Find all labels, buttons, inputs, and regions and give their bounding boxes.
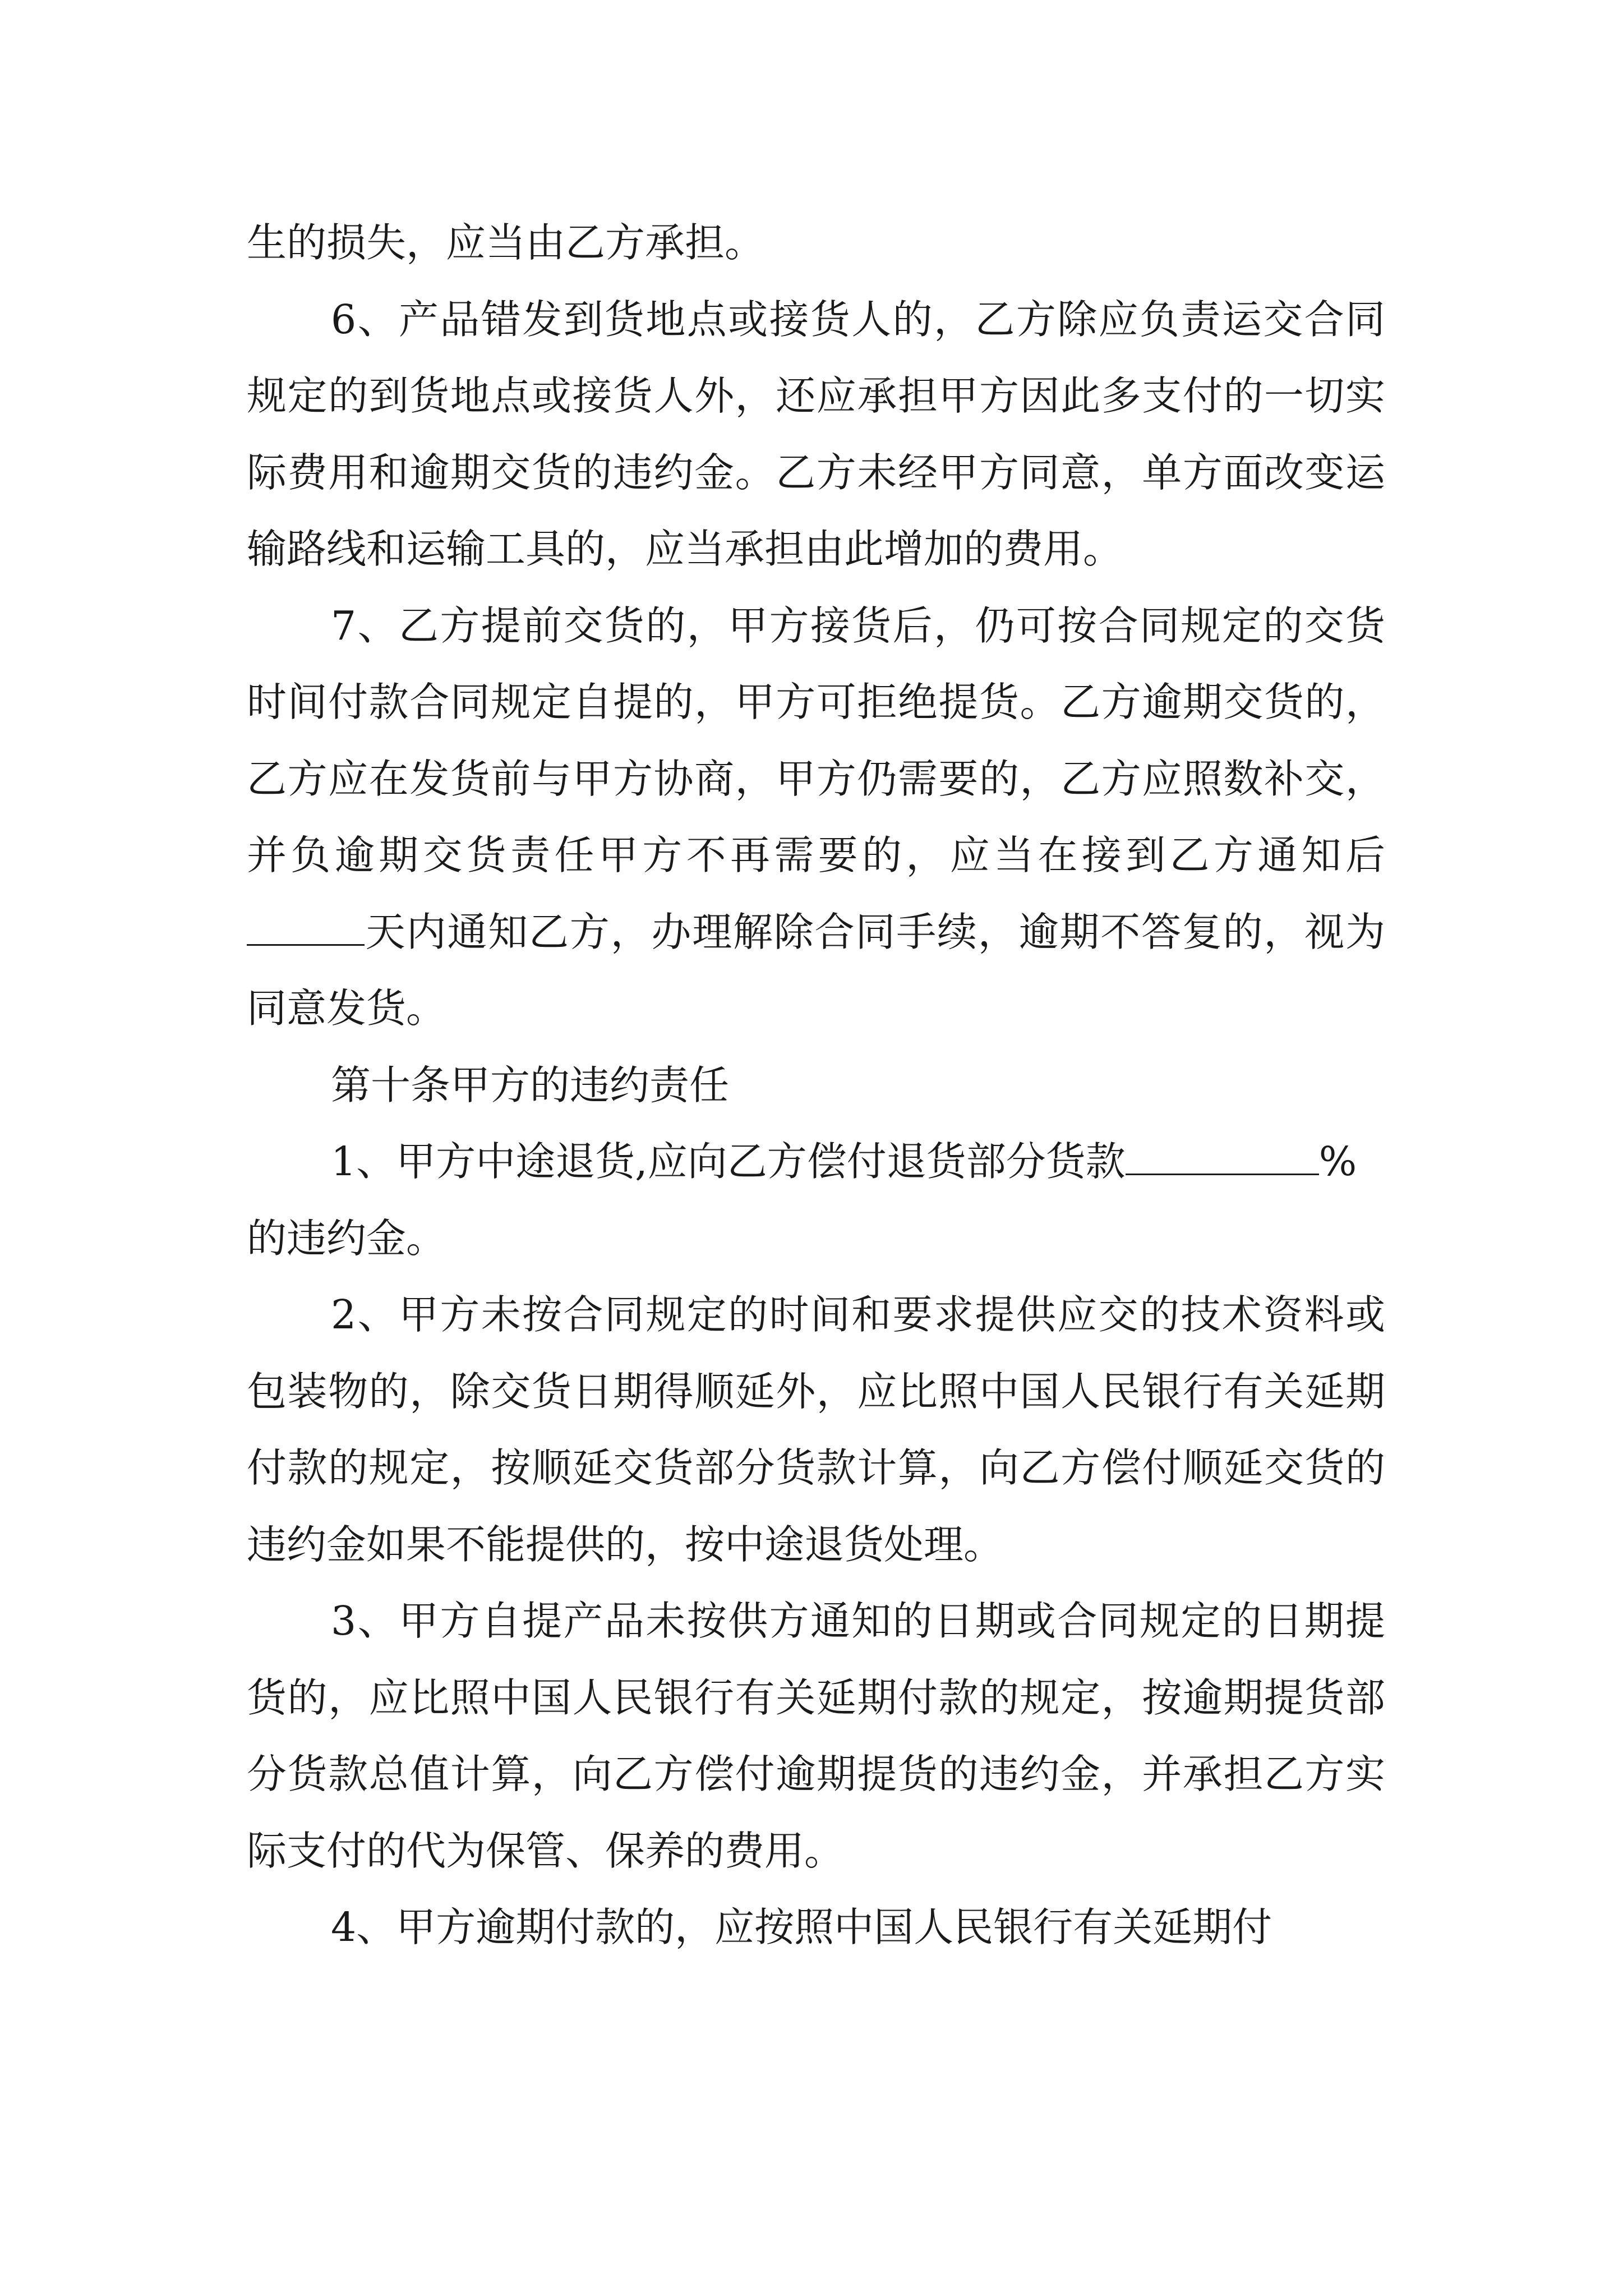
- heading-text: 第十条甲方的违约责任: [331, 1061, 730, 1108]
- paragraph-text: 天内通知乙方，办理解除合同手续，逾期不答复的，视为同意发货。: [247, 908, 1385, 1032]
- paragraph-clause-7: [247, 588, 1385, 1047]
- paragraph-clause-10-1: [247, 1124, 1385, 1277]
- paragraph-text: 7、乙方提前交货的，甲方接货后，仍可按合同规定的交货时间付款合同规定自提的，甲方可拒绝提货。乙方逾期交货的，乙方应在发货前与甲方协商，甲方仍需要的，乙方应照数补交，并负逾期交货责任甲方不再需要的，应当在接到乙方通知后: [247, 602, 1385, 878]
- paragraph-clause-10-4: [247, 1889, 1385, 1966]
- paragraph-text: 4、甲方逾期付款的，应按照中国人民银行有关延期付: [331, 1904, 1272, 1950]
- fill-in-blank-percent: [1126, 1140, 1319, 1175]
- paragraph-text: 的违约金。: [247, 1214, 446, 1262]
- paragraph-clause-10-3: [247, 1583, 1385, 1889]
- paragraph-continuation: [247, 205, 1385, 282]
- percent-sign: %: [1318, 1138, 1357, 1185]
- paragraph-text: 2、甲方未按合同规定的时间和要求提供应交的技术资料或包装物的，除交货日期得顺延外，应比照中国人民银行有关延期付款的规定，按顺延交货部分货款计算，向乙方偿付顺延交货的违约金如果不能提供的，按中途退货处理。: [247, 1291, 1385, 1568]
- section-heading: [247, 1047, 1385, 1124]
- document-body: [247, 205, 1385, 1966]
- paragraph-clause-10-2: [247, 1277, 1385, 1583]
- paragraph-text: 1、甲方中途退货,应向乙方偿付退货部分货款: [331, 1138, 1126, 1185]
- paragraph-text: 3、甲方自提产品未按供方通知的日期或合同规定的日期提货的，应比照中国人民银行有关延期付款的规定，按逾期提货部分货款总值计算，向乙方偿付逾期提货的违约金，并承担乙方实际支付的代为保管、保养的费用。: [247, 1598, 1385, 1874]
- paragraph-clause-6: [247, 282, 1385, 588]
- paragraph-text: 6、产品错发到货地点或接货人的，乙方除应负责运交合同规定的到货地点或接货人外，还应承担甲方因此多支付的一切实际费用和逾期交货的违约金。乙方未经甲方同意，单方面改变运输路线和运输工具的，应当承担由此增加的费用。: [247, 296, 1385, 572]
- fill-in-blank-days: [247, 910, 365, 946]
- paragraph-text: 生的损失，应当由乙方承担。: [247, 219, 765, 266]
